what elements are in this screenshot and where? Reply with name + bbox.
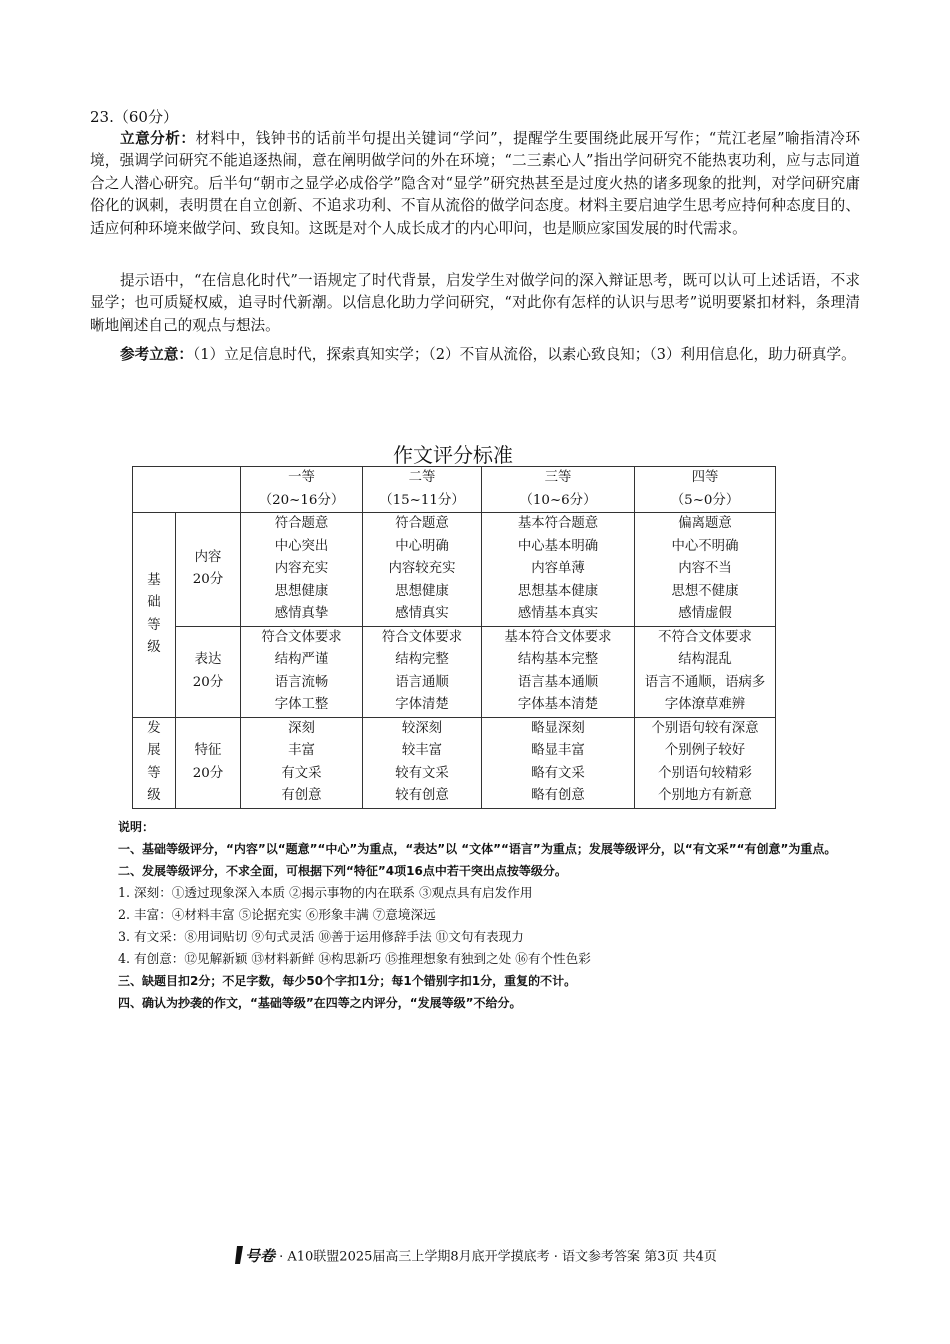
table-header-row bbox=[133, 467, 776, 513]
expression-cell-1: 符合文体要求 结构严谨 语言流畅 字体工整 bbox=[241, 626, 363, 717]
content-label: 内容 20分 bbox=[176, 513, 241, 627]
prompt-paragraph: 提示语中，“在信息化时代”一语规定了时代背景，启发学生对做学问的深入辩证思考，既可以认可上述话语，不求显学；也可质疑权威，追寻时代新潮。以信息化助力学问研究，“对此你有怎样的认识与思考”说明要紧扣材料，条理清晰地阐述自己的观点与想法。 bbox=[90, 272, 860, 334]
reference-paragraph bbox=[90, 344, 860, 366]
notes-title: 说明： bbox=[118, 820, 155, 834]
expression-label: 表达 20分 bbox=[176, 626, 241, 717]
reference-text: （1）立足信息时代，探索真知实学；（2）不盲从流俗，以素心致良知；（3）利用信息化，助力研真学。 bbox=[192, 346, 856, 363]
expression-cell-3: 基本符合文体要求 结构基本完整 语言基本通顺 字体基本清楚 bbox=[482, 626, 635, 717]
analysis-text: 材料中，钱钟书的话前半句提出关键词“学问”，提醒学生要围绕此展开写作；“荒江老屋”喻指清冷环境，强调学问研究不能追逐热闹，意在阐明做学问的外在环境；“二三素心人”指出学问研究不能热衷功利，应与志同道合之人潜心研究。后半句“朝市之显学必成俗学”隐含对“显学”研究热甚至是过度火热的诸多现象的批判，对学问研究庸俗化的讽刺，表明贯在自立创新、不追求功利、不盲从流俗的做学问态度。材料主要启迪学生思考应持何种态度目的、适应何种环境来做学问、致良知。这既是对个人成长成才的内心叩问，也是顺应家国发展的时代需求。 bbox=[90, 130, 860, 237]
expression-row bbox=[133, 626, 776, 717]
footer-text: · A10联盟2025届高三上学期8月底开学摸底考 · 语文参考答案 第3页 共4页 bbox=[279, 1249, 717, 1265]
grade-header-2: 二等 （15~11分） bbox=[363, 467, 482, 513]
grade-header-1: 一等 （20~16分） bbox=[241, 467, 363, 513]
content-cell-2: 符合题意 中心明确 内容较充实 思想健康 感情真实 bbox=[363, 513, 482, 627]
note-3: 三、缺题目扣2分；不足字数，每少50个字扣1分；每1个错别字扣1分，重复的不计。 bbox=[118, 974, 577, 988]
content-cell-1: 符合题意 中心突出 内容充实 思想健康 感情真挚 bbox=[241, 513, 363, 627]
table-title: 作文评分标准 bbox=[393, 443, 513, 467]
note-1: 一、基础等级评分，“内容”以“题意”“中心”为重点，“表达”以 “文体”“语言”为重点；发展等级评分，以“有文采”“有创意”为重点。 bbox=[118, 842, 837, 856]
content-cell-4: 偏离题意 中心不明确 内容不当 思想不健康 感情虚假 bbox=[635, 513, 776, 627]
note-4: 四、确认为抄袭的作文，“基础等级”在四等之内评分，“发展等级”不给分。 bbox=[118, 996, 522, 1010]
note-item-2: 2. 丰富：④材料丰富 ⑤论据充实 ⑥形象丰满 ⑦意境深远 bbox=[118, 907, 436, 922]
basic-level-label: 基 础 等 级 bbox=[133, 513, 176, 718]
header-blank bbox=[133, 467, 241, 513]
note-item-3: 3. 有文采：⑧用词贴切 ⑨句式灵活 ⑩善于运用修辞手法 ⑪文句有表现力 bbox=[118, 929, 524, 944]
grading-table bbox=[132, 466, 776, 809]
content-row bbox=[133, 513, 776, 627]
reference-label: 参考立意： bbox=[120, 346, 193, 363]
feature-row bbox=[133, 717, 776, 808]
grade-header-4: 四等 （5~0分） bbox=[635, 467, 776, 513]
analysis-label: 立意分析： bbox=[120, 130, 196, 147]
brand-logo-icon bbox=[233, 1244, 277, 1270]
question-number: 23.（60分） bbox=[90, 108, 178, 126]
content-cell-3: 基本符合题意 中心基本明确 内容单薄 思想基本健康 感情基本真实 bbox=[482, 513, 635, 627]
development-level-label: 发 展 等 级 bbox=[133, 717, 176, 808]
note-item-4: 4. 有创意：⑫见解新颖 ⑬材料新鲜 ⑭构思新巧 ⑮推理想象有独到之处 ⑯有个性色彩 bbox=[118, 951, 591, 966]
expression-cell-4: 不符合文体要求 结构混乱 语言不通顺，语病多 字体潦草难辨 bbox=[635, 626, 776, 717]
note-2: 二、发展等级评分，不求全面，可根据下列“特征”4项16点中若干突出点按等级分。 bbox=[118, 864, 567, 878]
feature-label: 特征 20分 bbox=[176, 717, 241, 808]
page-footer bbox=[0, 1244, 950, 1270]
feature-cell-2: 较深刻 较丰富 较有文采 较有创意 bbox=[363, 717, 482, 808]
note-item-1: 1. 深刻：①透过现象深入本质 ②揭示事物的内在联系 ③观点具有启发作用 bbox=[118, 885, 533, 900]
feature-cell-4: 个别语句较有深意 个别例子较好 个别语句较精彩 个别地方有新意 bbox=[635, 717, 776, 808]
feature-cell-1: 深刻 丰富 有文采 有创意 bbox=[241, 717, 363, 808]
analysis-paragraph bbox=[90, 128, 860, 240]
expression-cell-2: 符合文体要求 结构完整 语言通顺 字体清楚 bbox=[363, 626, 482, 717]
svg-text:号卷: 号卷 bbox=[245, 1247, 276, 1265]
notes-section bbox=[90, 816, 870, 1014]
grade-header-3: 三等 （10~6分） bbox=[482, 467, 635, 513]
feature-cell-3: 略显深刻 略显丰富 略有文采 略有创意 bbox=[482, 717, 635, 808]
